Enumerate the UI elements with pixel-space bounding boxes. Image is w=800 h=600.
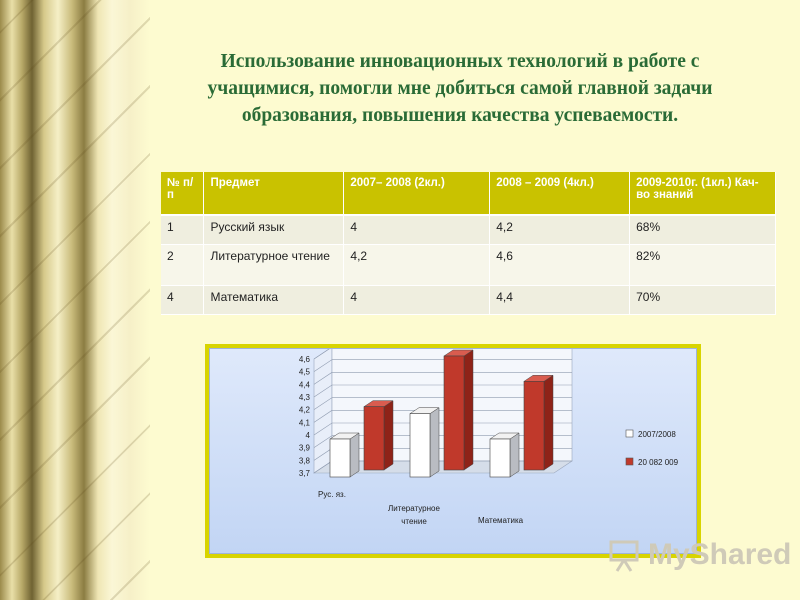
results-table	[161, 172, 776, 315]
bar	[490, 439, 510, 477]
bar-side	[430, 408, 439, 477]
category-label: Литературное	[388, 504, 440, 513]
bar-chart	[210, 349, 696, 553]
table-header-row	[161, 172, 776, 215]
y-tick-label: 4,6	[298, 355, 310, 364]
category-label: Рус. яз.	[318, 490, 346, 499]
legend-swatch	[626, 458, 633, 465]
bar	[330, 439, 350, 477]
bar-side	[510, 433, 519, 477]
y-tick-label: 3,8	[298, 456, 310, 466]
y-tick-label: 3,7	[298, 469, 310, 478]
y-tick-label: 4	[305, 431, 310, 440]
myshared-logo	[608, 536, 792, 576]
table-cell: Математика	[204, 286, 344, 315]
y-tick-label: 3,9	[298, 443, 310, 453]
category-label: Математика	[478, 516, 524, 525]
legend-label: 20 082 009	[638, 458, 679, 467]
presentation-board-icon	[608, 538, 642, 572]
table-row	[161, 286, 776, 315]
table-cell: 4	[344, 286, 490, 315]
y-tick-label: 4,2	[298, 405, 310, 415]
title-line-2: учащимися, помогли мне добиться самой главной задачи	[207, 78, 713, 99]
table-cell: Литературное чтение	[204, 245, 344, 286]
table-cell: 70%	[630, 286, 776, 315]
bar-side	[350, 433, 359, 477]
bar	[444, 356, 464, 470]
table-cell: Русский язык	[204, 215, 344, 245]
bar-side	[544, 375, 553, 470]
bar	[524, 381, 544, 470]
bar-side	[464, 350, 473, 470]
legend-swatch	[626, 430, 633, 437]
table-cell: 4,4	[490, 286, 630, 315]
header-2008-2009: 2008 – 2009 (4кл.)	[490, 172, 630, 215]
slide-title	[150, 48, 770, 129]
table-cell: 4,2	[490, 215, 630, 245]
header-number: № п/п	[161, 172, 204, 215]
bar	[410, 414, 430, 477]
table-row	[161, 215, 776, 245]
header-subject: Предмет	[204, 172, 344, 215]
table-cell: 4,2	[344, 245, 490, 286]
y-tick-label: 4,3	[298, 393, 310, 402]
table-cell: 4,6	[490, 245, 630, 286]
decorative-border-strip	[0, 0, 150, 600]
y-tick-label: 4,4	[298, 380, 310, 390]
y-tick-label: 4,1	[298, 418, 310, 428]
chart-frame	[205, 344, 701, 558]
header-2007-2008: 2007– 2008 (2кл.)	[344, 172, 490, 215]
table-row	[161, 245, 776, 286]
category-label: чтение	[401, 517, 427, 526]
table-cell: 82%	[630, 245, 776, 286]
bar-side	[384, 401, 393, 470]
table-cell: 68%	[630, 215, 776, 245]
table-cell: 4	[344, 215, 490, 245]
table-cell: 1	[161, 215, 204, 245]
header-2009-2010: 2009-2010г. (1кл.) Кач- во знаний	[630, 172, 776, 215]
logo-text: MyShared	[648, 538, 792, 571]
legend-label: 2007/2008	[638, 430, 676, 439]
chart-background	[209, 348, 697, 554]
bar	[364, 407, 384, 470]
table-cell: 4	[161, 286, 204, 315]
y-tick-label: 4,5	[298, 367, 310, 377]
table-cell: 2	[161, 245, 204, 286]
title-line-3: образования, повышения качества успеваемости.	[241, 105, 679, 126]
title-line-1: Использование инновационных технологий в работе с	[220, 51, 700, 72]
